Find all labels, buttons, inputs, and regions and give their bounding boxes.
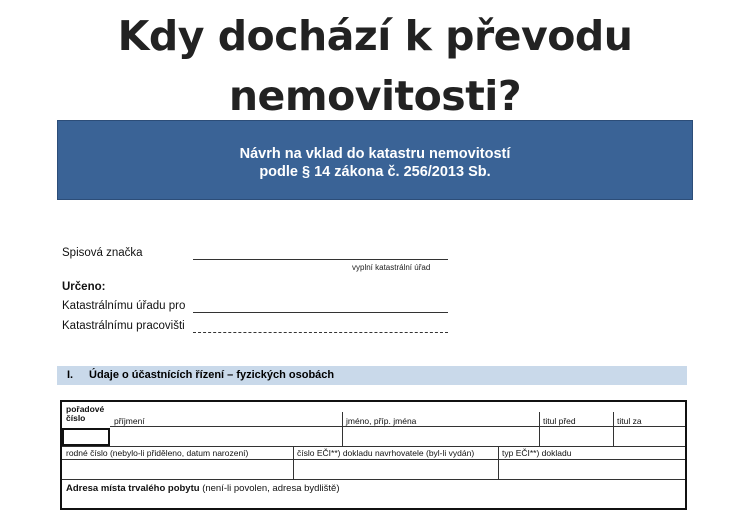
typ-eci-label: typ EČI**) dokladu (502, 448, 572, 458)
titul-pred-label: titul před (543, 416, 576, 426)
prijmeni-label: příjmení (114, 416, 145, 426)
jmeno-label: jméno, příp. jména (346, 416, 417, 426)
page-headline (0, 6, 750, 126)
column-divider (498, 447, 499, 480)
headline-line-2: nemovitosti? (228, 72, 522, 120)
headline-line-1: Kdy dochází k převodu (117, 12, 633, 60)
adresa-label (66, 484, 340, 493)
poradove-cislo-label-2: číslo (66, 413, 86, 423)
section-title: Údaje o účastnících řízení – fyzických osobách (89, 369, 335, 381)
titul-za-label: titul za (617, 416, 642, 426)
adresa-label-bold: Adresa místa trvalého pobytu (66, 483, 200, 494)
katastralni-pracoviste-field[interactable] (193, 332, 448, 333)
row-divider (62, 446, 685, 447)
poradove-cislo-field[interactable] (62, 428, 110, 446)
spisova-znacka-field[interactable] (193, 259, 448, 260)
row-divider (62, 479, 685, 480)
katastralni-pracoviste-label: Katastrálnímu pracovišti (62, 320, 185, 332)
section-number: I. (67, 369, 74, 381)
row-divider (110, 426, 685, 427)
form-title-banner (57, 120, 693, 200)
section-header (57, 366, 687, 385)
column-divider (342, 412, 343, 447)
banner-line-2: podle § 14 zákona č. 256/2013 Sb. (259, 164, 491, 180)
adresa-label-note: (není-li povolen, adresa bydliště) (202, 483, 340, 494)
spisova-znacka-label: Spisová značka (62, 247, 143, 259)
katastralni-urad-label: Katastrálnímu úřadu pro (62, 300, 186, 312)
column-divider (293, 447, 294, 480)
column-divider (613, 412, 614, 447)
banner-line-1: Návrh na vklad do katastru nemovitostí (239, 146, 511, 162)
row-divider (62, 459, 685, 460)
katastralni-urad-field[interactable] (193, 312, 448, 313)
urceno-label: Určeno: (62, 281, 106, 293)
rodne-cislo-label: rodné číslo (nebylo-li přiděleno, datum narození) (66, 448, 249, 458)
participants-table (60, 400, 687, 510)
spisova-znacka-hint: vyplní katastrální úřad (352, 263, 431, 272)
cislo-eci-label: číslo EČI**) dokladu navrhovatele (byl-li vydán) (297, 448, 475, 458)
column-divider (539, 412, 540, 447)
poradove-cislo-label-1: pořadové (66, 404, 105, 414)
